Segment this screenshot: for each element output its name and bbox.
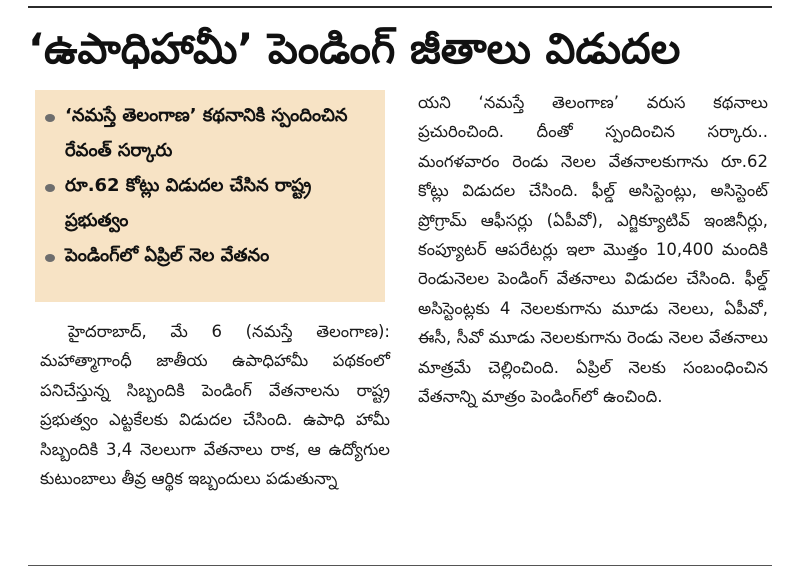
highlight-text: రూ.62 కోట్లు విడుదల చేసిన రాష్ట్ర ప్రభుత్వం [65, 175, 312, 231]
highlight-item [45, 168, 379, 238]
bullet-icon [45, 184, 55, 192]
bottom-rule [28, 565, 772, 566]
highlight-text: ‘నమస్తే తెలంగాణ’ కథనానికి స్పందించిన రేవంత్ సర్కారు [65, 105, 348, 161]
article-body-left-column: హైదరాబాద్, మే 6 (నమస్తే తెలంగాణ): మహాత్మాగాంధీ జాతీయ ఉపాధిహామీ పథకంలో పనిచేస్తున్న సిబ్బందికి పెండింగ్ వేతనాలను రాష్ట్ర ప్రభుత్వం ఎట్టకేలకు విడుదల చేసింది. ఉపాధి హామీ సిబ్బందికి 3,4 నెలలుగా వేతనాలు రాక, ఆ ఉద్యోగుల కుటుంబాలు తీవ్ర ఆర్థిక ఇబ్బందులు పడుతున్నా [40, 322, 390, 489]
highlights-box [35, 90, 385, 302]
highlight-item [45, 98, 379, 168]
bullet-icon [45, 114, 55, 122]
article-body-right-column: యని ‘నమస్తే తెలంగాణ’ వరుస కథనాలు ప్రచురించింది. దీంతో స్పందించిన సర్కారు.. మంగళవారం రెండు నెలల వేతనాలకుగాను రూ.62 కోట్లు విడుదల చేసింది. ఫీల్డ్ అసిస్టెంట్లు, అసిస్టెంట్ ప్రోగ్రామ్ ఆఫీసర్లు (ఏపీవో), ఎగ్జిక్యూటివ్ ఇంజినీర్లు, కంప్యూటర్ ఆపరేటర్లు ఇలా మొత్తం 10,400 మందికి రెండునెలల పెండింగ్ వేతనాలు విడుదల చేసింది. ఫీల్డ్ అసిస్టెంట్లకు 4 నెలలకుగాను మూడు నెలలు, ఏపీవో, ఈసీ, సీవో మూడు నెలలకుగాను రెండు నెలల వేతనాలు మాత్రమే చెల్లించింది. ఏప్రిల్ నెలకు సంబంధించిన వేతనాన్ని మాత్రం పెండింగ్‌లో ఉంచింది. [418, 93, 768, 407]
top-rule [28, 6, 772, 8]
bullet-icon [45, 254, 55, 262]
article-headline: ‘ఉపాధిహామీ’ పెండింగ్ జీతాలు విడుదల [28, 24, 681, 73]
highlight-text: పెండింగ్‌లో ఏప్రిల్ నెల వేతనం [65, 245, 270, 266]
highlight-item [45, 238, 379, 273]
